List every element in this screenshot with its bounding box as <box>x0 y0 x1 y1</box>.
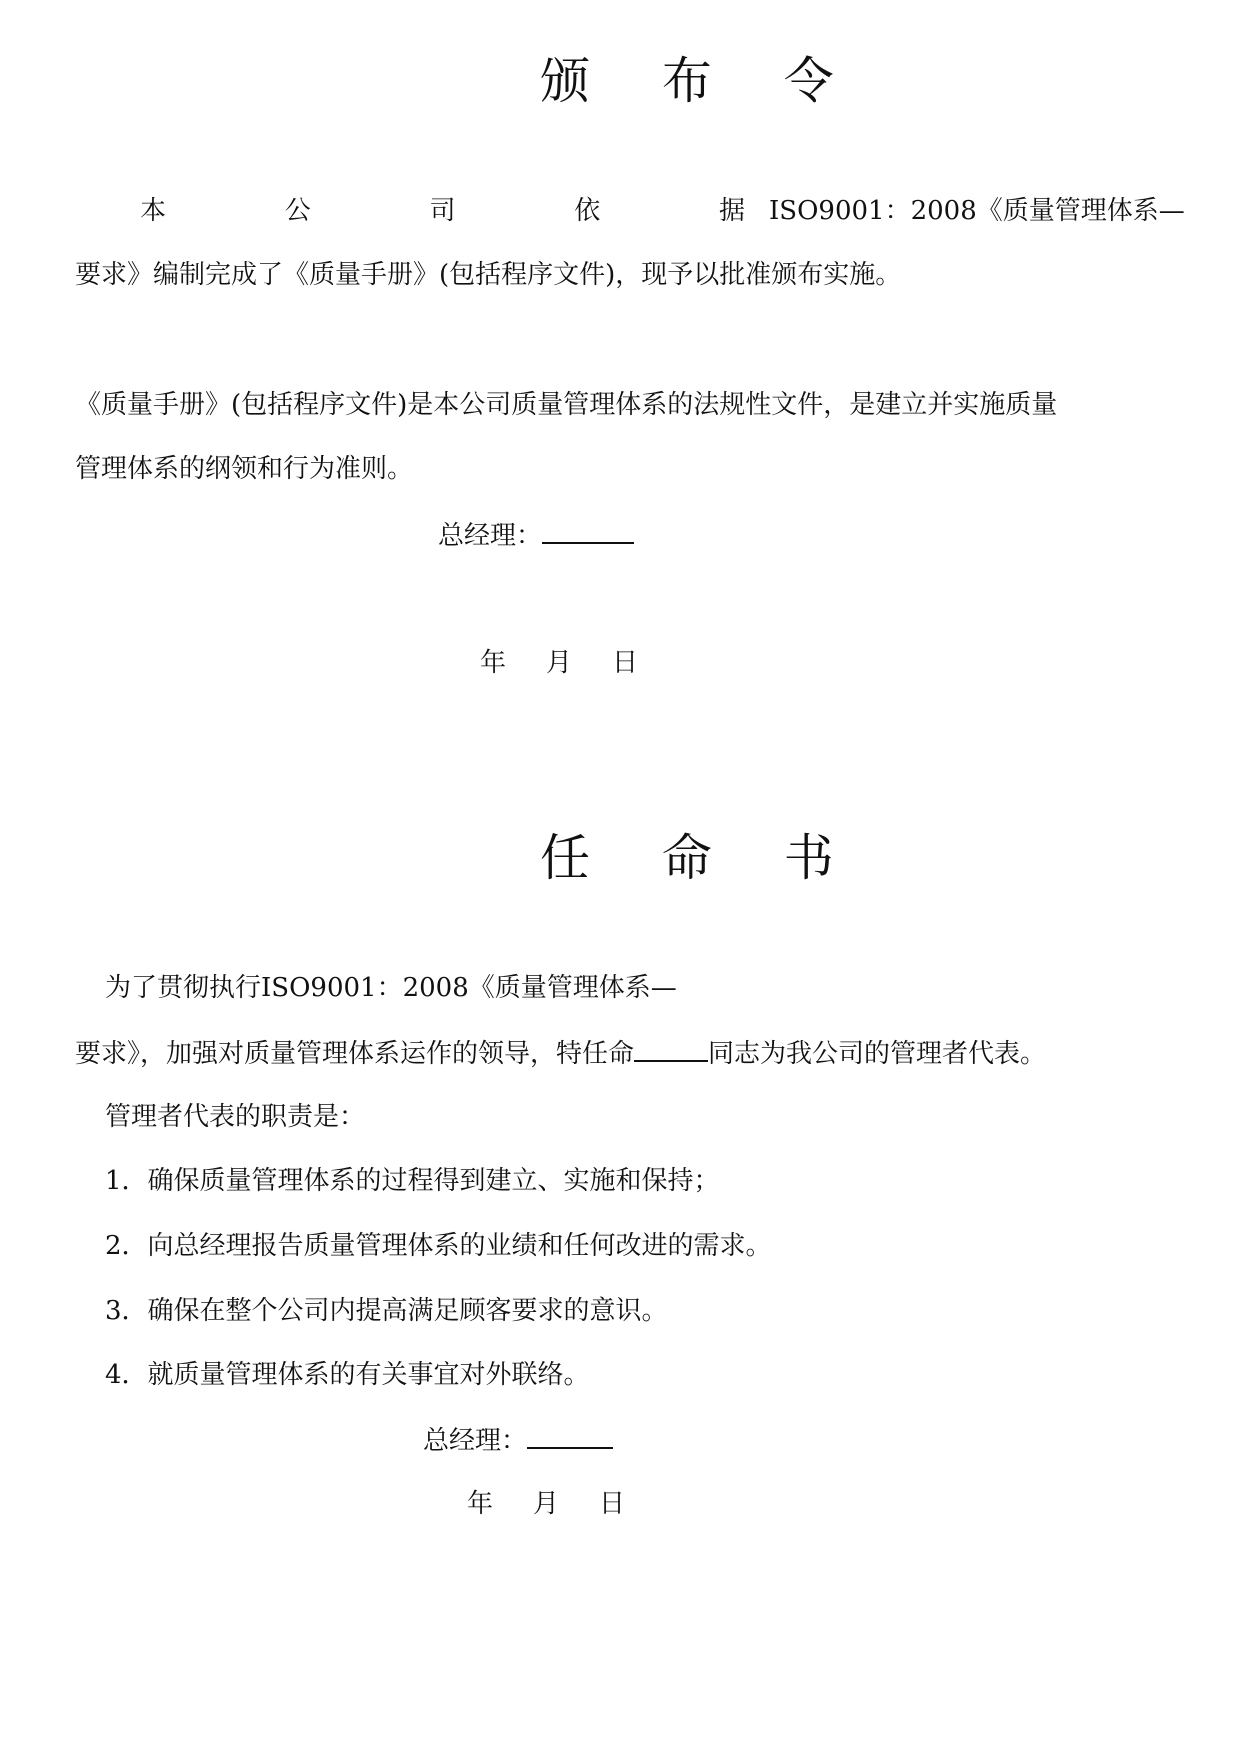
word: 司 <box>429 196 456 226</box>
decree-date <box>480 650 638 676</box>
decree-p1-line2: 要求》编制完成了《质量手册》(包括程序文件)，现予以批准颁布实施。 <box>75 260 902 290</box>
day-label: 日 <box>599 1489 626 1519</box>
word: 依 <box>574 196 601 226</box>
year-label: 年 <box>467 1489 494 1519</box>
signature-blank[interactable] <box>527 1427 613 1449</box>
appointment-date <box>467 1491 625 1517</box>
appointee-blank[interactable] <box>634 1040 708 1062</box>
decree-title: 颁 布 令 <box>540 52 862 110</box>
decree-signature <box>438 522 634 549</box>
intro-line2-post: 同志为我公司的管理者代表。 <box>708 1039 1047 1069</box>
day-label: 日 <box>612 648 639 678</box>
decree-p2-line2: 管理体系的纲领和行为准则。 <box>75 454 414 484</box>
decree-p1-spaced-words <box>140 198 745 224</box>
word: 据 <box>718 196 745 226</box>
appointment-signature <box>423 1427 613 1454</box>
signer-label: 总经理： <box>423 1426 528 1456</box>
duty-item: 2．向总经理报告质量管理体系的业绩和任何改进的需求。 <box>105 1231 772 1261</box>
decree-p2-line1: 《质量手册》(包括程序文件)是本公司质量管理体系的法规性文件，是建立并实施质量 <box>75 390 1058 420</box>
appointment-intro-line2 <box>75 1040 1046 1067</box>
duties-heading: 管理者代表的职责是： <box>105 1102 366 1132</box>
month-label: 月 <box>546 648 573 678</box>
word: 本 <box>140 196 167 226</box>
duty-item: 1．确保质量管理体系的过程得到建立、实施和保持； <box>105 1166 720 1196</box>
signature-blank[interactable] <box>542 522 634 544</box>
intro-line2-pre: 要求》，加强对质量管理体系运作的领导，特任命 <box>75 1039 635 1069</box>
decree-p1-line1-tail: ISO9001：2008《质量管理体系— <box>769 196 1185 226</box>
duty-item: 4．就质量管理体系的有关事宜对外联络。 <box>105 1360 590 1390</box>
month-label: 月 <box>533 1489 560 1519</box>
year-label: 年 <box>480 648 507 678</box>
signer-label: 总经理： <box>438 521 543 551</box>
duty-item: 3．确保在整个公司内提高满足顾客要求的意识。 <box>105 1296 668 1326</box>
appointment-intro-line1: 为了贯彻执行ISO9001：2008《质量管理体系— <box>105 973 677 1003</box>
appointment-title: 任 命 书 <box>540 829 862 887</box>
word: 公 <box>284 196 311 226</box>
